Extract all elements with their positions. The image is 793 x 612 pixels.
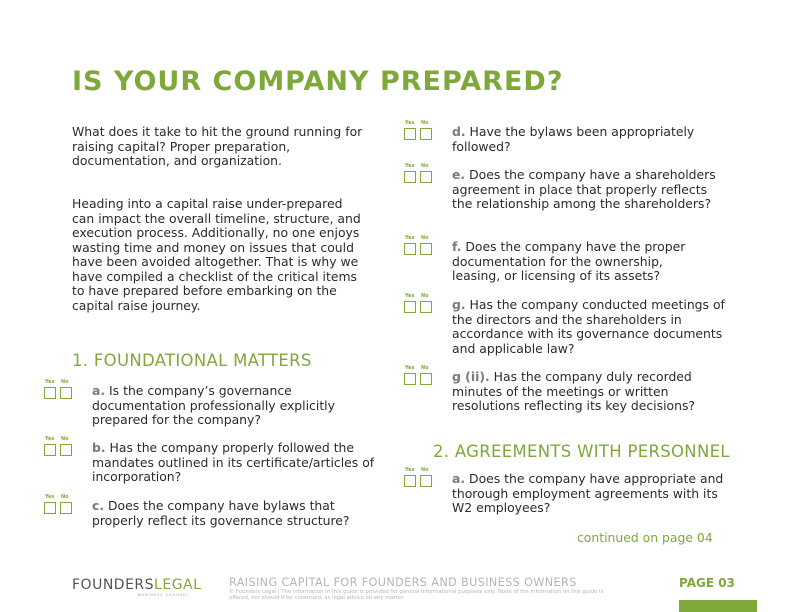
item-letter: c. <box>92 498 105 513</box>
yes-no-checkboxes <box>44 379 74 401</box>
yes-no-checkboxes <box>44 436 74 458</box>
checklist-item-1g-ii <box>405 365 722 414</box>
no-label: No <box>421 120 429 126</box>
item-letter: e. <box>452 167 466 182</box>
no-label: No <box>61 379 69 385</box>
item-letter: g (ii). <box>452 369 490 384</box>
yes-label: Yes <box>405 365 415 371</box>
page-title: IS YOUR COMPANY PREPARED? <box>72 66 564 97</box>
logo-legal: LEGAL <box>154 577 202 593</box>
item-text: Has the company duly recorded minutes of the meetings or written resolutions reflecting its key decisions? <box>452 369 695 413</box>
founders-legal-logo <box>72 577 201 593</box>
checklist-item-1e <box>405 163 727 212</box>
yes-checkbox[interactable] <box>44 387 56 399</box>
checklist-question <box>92 499 367 528</box>
yes-no-checkboxes <box>404 293 434 315</box>
yes-label: Yes <box>405 235 415 241</box>
item-letter: b. <box>92 440 106 455</box>
no-checkbox[interactable] <box>60 502 72 514</box>
checklist-item-1f <box>405 235 712 284</box>
no-checkbox[interactable] <box>420 301 432 313</box>
continued-note: continued on page 04 <box>577 530 713 545</box>
no-label: No <box>421 293 429 299</box>
no-label: No <box>421 163 429 169</box>
yes-checkbox[interactable] <box>404 171 416 183</box>
no-label: No <box>61 494 69 500</box>
yes-label: Yes <box>405 467 415 473</box>
footer-tagline: RAISING CAPITAL FOR FOUNDERS AND BUSINESS OWNERS <box>229 576 577 589</box>
yes-checkbox[interactable] <box>404 373 416 385</box>
checklist-question <box>92 441 382 485</box>
item-text: Does the company have bylaws that properly reflect its governance structure? <box>92 498 350 528</box>
item-letter: a. <box>452 471 466 486</box>
yes-label: Yes <box>405 293 415 299</box>
no-label: No <box>421 365 429 371</box>
item-letter: f. <box>452 239 462 254</box>
checklist-question <box>452 240 712 284</box>
checklist-item-1a <box>45 379 382 428</box>
checklist-question <box>452 472 727 516</box>
section-heading-personnel: 2. AGREEMENTS WITH PERSONNEL <box>433 442 730 461</box>
checklist-question <box>452 125 722 154</box>
checklist-item-2a <box>405 467 727 516</box>
yes-checkbox[interactable] <box>44 444 56 456</box>
yes-checkbox[interactable] <box>404 301 416 313</box>
yes-checkbox[interactable] <box>44 502 56 514</box>
yes-no-checkboxes <box>404 467 434 489</box>
yes-label: Yes <box>45 494 55 500</box>
footer-disclaimer: © Founders Legal | The information in this guide is provided for general informational purposes only. None of the information on this guide is offered, nor should it be construed, as legal advice on any matter. <box>229 589 604 601</box>
item-text: Does the company have appropriate and thorough employment agreements with its W2 employees? <box>452 471 724 515</box>
item-text: Does the company have a shareholders agreement in place that properly reflects the relationship among the shareholders? <box>452 167 716 211</box>
checklist-question <box>452 298 732 356</box>
checklist-question <box>452 370 722 414</box>
checklist-item-1d <box>405 120 722 154</box>
yes-label: Yes <box>45 436 55 442</box>
no-checkbox[interactable] <box>420 243 432 255</box>
no-label: No <box>421 467 429 473</box>
checklist-item-1g <box>405 293 732 356</box>
yes-label: Yes <box>405 120 415 126</box>
page-number: PAGE 03 <box>679 576 735 590</box>
logo-subtitle: BUSINESS COUNSEL <box>138 593 190 597</box>
yes-label: Yes <box>405 163 415 169</box>
item-text: Is the company’s governance documentation professionally explicitly prepared for the company? <box>92 383 335 427</box>
item-text: Does the company have the proper documentation for the ownership, leasing, or licensing of its assets? <box>452 239 686 283</box>
checklist-item-1b <box>45 436 382 485</box>
yes-no-checkboxes <box>404 235 434 257</box>
item-letter: g. <box>452 297 466 312</box>
yes-checkbox[interactable] <box>404 243 416 255</box>
yes-no-checkboxes <box>404 365 434 387</box>
yes-checkbox[interactable] <box>404 128 416 140</box>
item-text: Has the company conducted meetings of the directors and the shareholders in accordance with its governance documents and applicable law? <box>452 297 725 356</box>
intro-paragraph-2: Heading into a capital raise under-prepared can impact the overall timeline, structure, and execution process. Additionally, no one enjoys wasting time and money on issues that could have been avoided altogether. That is why we have compiled a checklist of the critical items to have prepared before embarking on the capital raise journey. <box>72 196 361 313</box>
item-letter: a. <box>92 383 106 398</box>
no-checkbox[interactable] <box>420 475 432 487</box>
section-heading-foundational: 1. FOUNDATIONAL MATTERS <box>72 351 312 370</box>
no-checkbox[interactable] <box>60 387 72 399</box>
logo-founders: FOUNDERS <box>72 577 155 593</box>
yes-label: Yes <box>45 379 55 385</box>
yes-no-checkboxes <box>404 163 434 185</box>
checklist-question <box>452 168 727 212</box>
no-label: No <box>421 235 429 241</box>
yes-no-checkboxes <box>404 120 434 142</box>
item-text: Have the bylaws been appropriately followed? <box>452 124 695 154</box>
checklist-question <box>92 384 382 428</box>
item-text: Has the company properly followed the mandates outlined in its certificate/articles of incorporation? <box>92 440 375 484</box>
item-letter: d. <box>452 124 466 139</box>
checklist-item-1c <box>45 494 367 528</box>
page-accent-bar <box>679 600 757 612</box>
intro-paragraph-1: What does it take to hit the ground running for raising capital? Proper preparation, documentation, and organization. <box>72 124 363 168</box>
no-checkbox[interactable] <box>420 373 432 385</box>
no-checkbox[interactable] <box>420 128 432 140</box>
yes-no-checkboxes <box>44 494 74 516</box>
no-checkbox[interactable] <box>420 171 432 183</box>
no-label: No <box>61 436 69 442</box>
no-checkbox[interactable] <box>60 444 72 456</box>
yes-checkbox[interactable] <box>404 475 416 487</box>
